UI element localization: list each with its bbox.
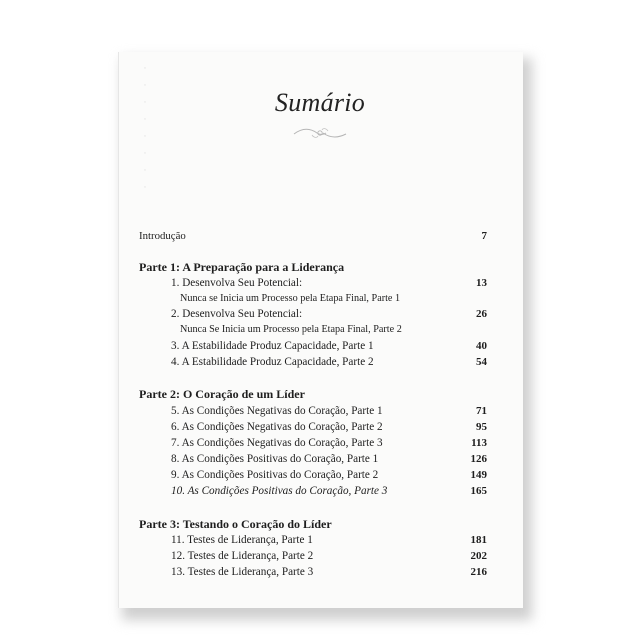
toc-chapter-1 — [139, 275, 487, 291]
toc-chapter-9 — [139, 467, 487, 483]
toc-page-number: 26 — [476, 308, 487, 320]
toc-entry-label: 5. As Condições Negativas do Coração, Parte 1 — [171, 405, 383, 417]
toc-chapter-8 — [139, 451, 487, 467]
part-2-heading: Parte 2: O Coração de um Líder — [139, 387, 305, 401]
toc-entry-label: 9. As Condições Positivas do Coração, Parte 2 — [171, 469, 379, 481]
toc-intro — [139, 228, 487, 244]
toc-chapter-5 — [139, 403, 487, 419]
toc-chapter-7 — [139, 435, 487, 451]
toc-chapter-12 — [139, 548, 487, 564]
toc-page-number: 95 — [476, 421, 487, 433]
toc-entry-label: Introdução — [139, 230, 186, 242]
toc-page-number: 71 — [476, 405, 487, 417]
toc-entry-subtitle: Nunca se Inicia um Processo pela Etapa Final, Parte 1 — [180, 293, 401, 304]
part-1-heading: Parte 1: A Preparação para a Liderança — [139, 260, 345, 274]
flourish-ornament-icon — [290, 125, 350, 141]
toc-entry-label: 4. A Estabilidade Produz Capacidade, Parte 2 — [171, 356, 374, 368]
toc-entry-label: 3. A Estabilidade Produz Capacidade, Parte 1 — [171, 340, 374, 352]
toc-page-number: 165 — [470, 485, 487, 497]
toc-chapter-11 — [139, 532, 487, 548]
toc-page-number: 7 — [481, 230, 487, 242]
toc-chapter-13 — [139, 564, 487, 580]
toc-page-number: 216 — [470, 566, 487, 578]
part-3-heading: Parte 3: Testando o Coração do Líder — [139, 517, 332, 531]
toc-chapter-3 — [139, 338, 487, 354]
toc-entry-label: 1. Desenvolva Seu Potencial: — [171, 277, 303, 289]
bleed-through-marks: · · · · · · · · — [143, 63, 147, 192]
toc-page-number: 126 — [470, 453, 487, 465]
toc-page-number: 54 — [476, 356, 487, 368]
toc-entry-label: 10. As Condições Positivas do Coração, Parte 3 — [171, 485, 388, 497]
toc-entry-subtitle: Nunca Se Inicia um Processo pela Etapa Final, Parte 2 — [180, 324, 402, 335]
toc-page-number: 149 — [470, 469, 487, 481]
toc-chapter-1-subtitle — [139, 291, 487, 307]
toc-entry-label: 13. Testes de Liderança, Parte 3 — [171, 566, 314, 578]
toc-entry-label: 2. Desenvolva Seu Potencial: — [171, 308, 303, 320]
toc-page-number: 202 — [470, 550, 487, 562]
toc-page-number: 13 — [476, 277, 487, 289]
toc-entry-label: 8. As Condições Positivas do Coração, Parte 1 — [171, 453, 379, 465]
toc-page-number: 113 — [471, 437, 487, 449]
toc-entry-label: 7. As Condições Negativas do Coração, Parte 3 — [171, 437, 383, 449]
toc-chapter-10 — [139, 483, 487, 499]
toc-chapter-2 — [139, 306, 487, 322]
toc-entry-label: 11. Testes de Liderança, Parte 1 — [171, 534, 313, 546]
page-title: Sumário — [274, 88, 366, 117]
toc-entry-label: 12. Testes de Liderança, Parte 2 — [171, 550, 314, 562]
toc-chapter-6 — [139, 419, 487, 435]
toc-entry-label: 6. As Condições Negativas do Coração, Parte 2 — [171, 421, 383, 433]
toc-page-number: 181 — [470, 534, 487, 546]
toc-chapter-2-subtitle — [139, 322, 487, 338]
toc-page-number: 40 — [476, 340, 487, 352]
toc-chapter-4 — [139, 354, 487, 370]
